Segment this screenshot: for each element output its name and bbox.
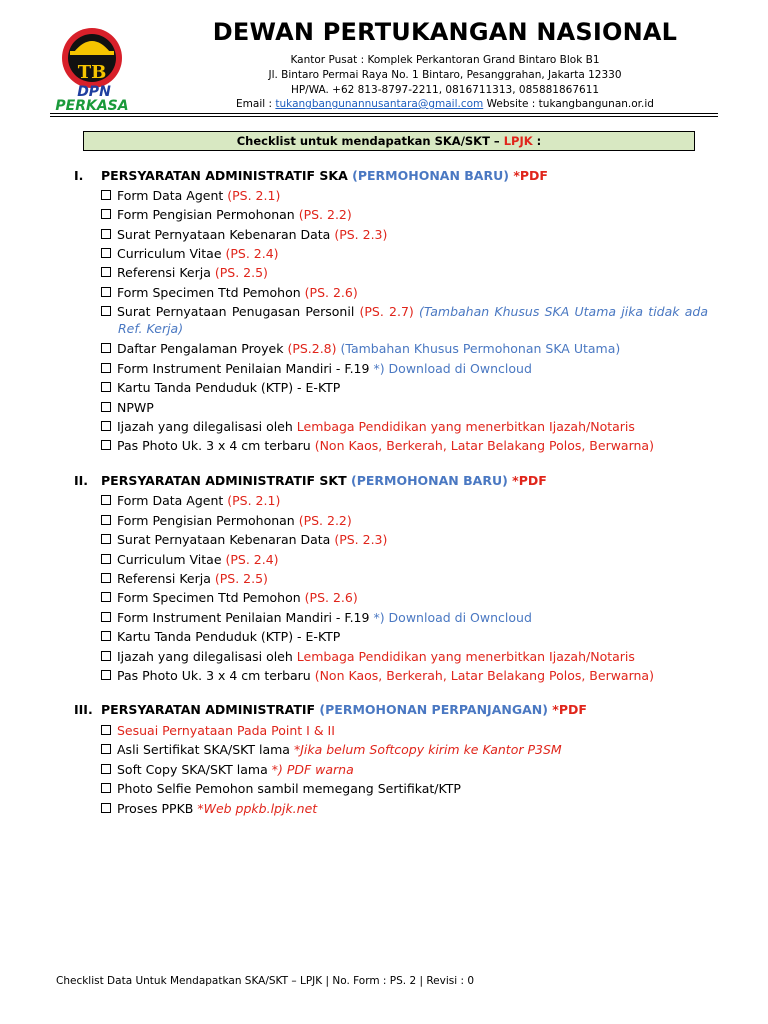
contact-line (150, 98, 740, 110)
address-line-1: Kantor Pusat : Komplek Perkantoran Grand Bintaro Blok B1 (290, 54, 600, 66)
checkbox[interactable] (101, 534, 111, 544)
page-footer: Checklist Data Untuk Mendapatkan SKA/SKT – LPJK | No. Form : PS. 2 | Revisi : 0 (56, 975, 475, 987)
checkbox[interactable] (101, 440, 111, 450)
checklist-item[interactable]: Referensi Kerja (PS. 2.5) (101, 264, 701, 281)
checklist-item[interactable]: Pas Photo Uk. 3 x 4 cm terbaru (Non Kaos, Berkerah, Latar Belakang Polos, Berwarna) (101, 437, 701, 454)
checklist-item[interactable]: Referensi Kerja (PS. 2.5) (101, 570, 701, 587)
checkbox[interactable] (101, 744, 111, 754)
checkbox[interactable] (101, 783, 111, 793)
checklist-item[interactable]: Proses PPKB *Web ppkb.lpjk.net (101, 800, 701, 817)
checkbox[interactable] (101, 612, 111, 622)
section-heading: II. PERSYARATAN ADMINISTRATIF SKT (PERMOHONAN BARU) *PDF (74, 473, 547, 488)
checkbox[interactable] (101, 190, 111, 200)
checkbox[interactable] (101, 382, 111, 392)
checklist-title-suffix: : (532, 134, 542, 148)
checklist-item[interactable]: Kartu Tanda Penduduk (KTP) - E-KTP (101, 379, 701, 396)
checklist-item[interactable]: Form Pengisian Permohonan (PS. 2.2) (101, 206, 701, 223)
checklist-item[interactable]: Pas Photo Uk. 3 x 4 cm terbaru (Non Kaos, Berkerah, Latar Belakang Polos, Berwarna) (101, 667, 701, 684)
checkbox[interactable] (101, 306, 111, 316)
checkbox[interactable] (101, 725, 111, 735)
header-rule-bottom (50, 116, 718, 117)
svg-text:PERKASA: PERKASA (55, 98, 129, 114)
checklist-item[interactable]: Form Instrument Penilaian Mandiri - F.19 *) Download di Owncloud (101, 609, 701, 626)
section-heading: III. PERSYARATAN ADMINISTRATIF (PERMOHONAN PERPANJANGAN) *PDF (74, 702, 587, 717)
header-rule-top (50, 113, 718, 114)
organization-title: DEWAN PERTUKANGAN NASIONAL (212, 18, 678, 46)
checkbox[interactable] (101, 248, 111, 258)
checklist-title: Checklist untuk mendapatkan SKA/SKT – (236, 134, 504, 148)
checklist-item[interactable]: Kartu Tanda Penduduk (KTP) - E-KTP (101, 628, 701, 645)
checkbox[interactable] (101, 651, 111, 661)
checkbox[interactable] (101, 402, 111, 412)
checklist-item[interactable]: Form Data Agent (PS. 2.1) (101, 187, 701, 204)
checkbox[interactable] (101, 267, 111, 277)
checklist-title-lpjk: LPJK (503, 134, 533, 148)
checkbox[interactable] (101, 631, 111, 641)
checkbox[interactable] (101, 421, 111, 431)
email-label: Email : (236, 98, 276, 110)
checklist-item[interactable]: Curriculum Vitae (PS. 2.4) (101, 551, 701, 568)
checkbox[interactable] (101, 495, 111, 505)
checklist-item[interactable]: Surat Pernyataan Kebenaran Data (PS. 2.3) (101, 226, 701, 243)
svg-text:DPN: DPN (77, 84, 111, 100)
checklist-item[interactable]: Ijazah yang dilegalisasi oleh Lembaga Pendidikan yang menerbitkan Ijazah/Notaris (101, 418, 701, 435)
checklist-item[interactable]: Form Specimen Ttd Pemohon (PS. 2.6) (101, 284, 701, 301)
checklist-item[interactable]: Daftar Pengalaman Proyek (PS.2.8) (Tambahan Khusus Permohonan SKA Utama) (101, 340, 701, 357)
checklist-item[interactable]: Form Instrument Penilaian Mandiri - F.19 *) Download di Owncloud (101, 360, 701, 377)
checklist-item[interactable]: NPWP (101, 399, 701, 416)
checkbox[interactable] (101, 515, 111, 525)
website-value: tukangbangunan.or.id (538, 98, 654, 110)
checklist-item[interactable]: Form Pengisian Permohonan (PS. 2.2) (101, 512, 701, 529)
checklist-item[interactable]: Form Specimen Ttd Pemohon (PS. 2.6) (101, 589, 701, 606)
checkbox[interactable] (101, 229, 111, 239)
checklist-item[interactable]: Sesuai Pernyataan Pada Point I & II (101, 722, 701, 739)
website-label: Website : (483, 98, 539, 110)
checkbox[interactable] (101, 209, 111, 219)
checklist-item[interactable]: Ijazah yang dilegalisasi oleh Lembaga Pendidikan yang menerbitkan Ijazah/Notaris (101, 648, 701, 665)
checklist-item[interactable]: Curriculum Vitae (PS. 2.4) (101, 245, 701, 262)
checkbox[interactable] (101, 363, 111, 373)
checklist-item[interactable]: Form Data Agent (PS. 2.1) (101, 492, 701, 509)
checklist-item[interactable]: Soft Copy SKA/SKT lama *) PDF warna (101, 761, 701, 778)
checklist-item[interactable]: Asli Sertifikat SKA/SKT lama *Jika belum Softcopy kirim ke Kantor P3SM (101, 741, 701, 758)
checkbox[interactable] (101, 803, 111, 813)
phone-line: HP/WA. +62 813-8797-2211, 0816711313, 085881867611 (290, 84, 600, 96)
checklist-item[interactable]: Surat Pernyataan Kebenaran Data (PS. 2.3) (101, 531, 701, 548)
dpn-perkasa-logo (52, 22, 132, 114)
svg-text:TB: TB (77, 62, 107, 83)
checkbox[interactable] (101, 764, 111, 774)
section-heading: I. PERSYARATAN ADMINISTRATIF SKA (PERMOHONAN BARU) *PDF (74, 168, 548, 183)
address-line-2: Jl. Bintaro Permai Raya No. 1 Bintaro, Pesanggrahan, Jakarta 12330 (268, 69, 622, 81)
email-link[interactable]: tukangbangunannusantara@gmail.com (275, 98, 484, 110)
checkbox[interactable] (101, 573, 111, 583)
checklist-item[interactable]: Surat Pernyataan Penugasan Personil (PS. 2.7) (Tambahan Khusus SKA Utama jika tidak ada Ref. Kerja) (101, 303, 708, 337)
checklist-title-box (83, 131, 695, 151)
checkbox[interactable] (101, 592, 111, 602)
checklist-item[interactable]: Photo Selfie Pemohon sambil memegang Sertifikat/KTP (101, 780, 701, 797)
checkbox[interactable] (101, 554, 111, 564)
checkbox[interactable] (101, 287, 111, 297)
checkbox[interactable] (101, 670, 111, 680)
checkbox[interactable] (101, 343, 111, 353)
